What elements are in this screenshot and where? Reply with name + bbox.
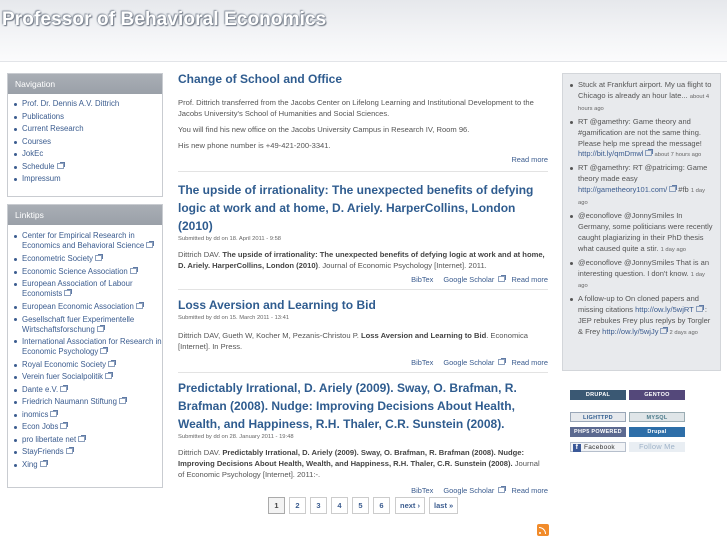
- linktip-item[interactable]: [14, 301, 162, 314]
- lighttpd-badge[interactable]: LIGHTTPD: [570, 412, 626, 422]
- nav-item-profile[interactable]: Prof. Dr. Dennis A.V. Dittrich: [14, 98, 162, 111]
- nav-item-current-research[interactable]: Current Research: [14, 123, 162, 136]
- post-links: [178, 358, 548, 367]
- post-paragraph: His new phone number is +49-421-200-3341.: [178, 141, 331, 150]
- external-link-icon: [660, 328, 667, 334]
- site-header: [0, 0, 727, 62]
- divider: [178, 289, 548, 290]
- linktip-label: Econ Jobs: [22, 422, 59, 431]
- tweet-link[interactable]: http://ow.ly/5wjRT: [635, 305, 694, 315]
- pager-last[interactable]: last »: [429, 497, 458, 514]
- linktip-label: European Association of Labour Economists: [22, 279, 133, 298]
- tweet-text: A follow-up to On cloned papers and missing citations: [578, 294, 699, 315]
- external-link-icon: [108, 361, 115, 367]
- nav-item-impressum[interactable]: Impressum: [14, 173, 162, 186]
- linktip-item[interactable]: [14, 409, 162, 422]
- linktip-label: Royal Economic Society: [22, 359, 107, 369]
- tweet-item: [569, 80, 716, 115]
- google-scholar-link[interactable]: [439, 275, 505, 284]
- tweet-item: [569, 294, 716, 339]
- linktips-heading: Linktips: [8, 205, 162, 225]
- google-scholar-label: Google Scholar: [443, 486, 495, 495]
- navigation-block: [7, 73, 163, 197]
- site-title[interactable]: Professor of Behavioral Economics: [2, 9, 327, 30]
- external-link-icon: [136, 303, 143, 309]
- post-paragraph: Prof. Dittrich transferred from the Jacobs Center on Lifelong Learning and Institutional Development to the Jacobs University's School of Humanities and Social Sciences.: [178, 98, 534, 118]
- nav-item-courses[interactable]: Courses: [14, 136, 162, 149]
- tweet-text-continued: : JEP rebukes Frey plus replys by Torgler & Frey: [578, 305, 711, 337]
- linktip-item[interactable]: [14, 446, 162, 459]
- bibtex-link[interactable]: BibTex: [411, 358, 434, 367]
- linktip-item[interactable]: [14, 315, 162, 335]
- read-more-link[interactable]: Read more: [511, 486, 548, 495]
- navigation-menu: [8, 94, 162, 189]
- linktip-item[interactable]: [14, 231, 162, 251]
- linktip-label: Econometric Society: [22, 254, 94, 263]
- linktip-label: pro libertate net: [22, 434, 77, 444]
- post-links: [178, 486, 548, 495]
- citation-source: Journal of Economic Psychology [Internet]. 2011:-.: [178, 459, 540, 479]
- linktip-item[interactable]: [14, 337, 162, 357]
- tweet-text: Stuck at Frankfurt airport. My ua flight to Chicago is already an hour late...: [578, 80, 712, 100]
- tweet-time[interactable]: about 7 hours ago: [654, 152, 702, 159]
- linktip-item[interactable]: [14, 434, 162, 447]
- drupal-powered-badge[interactable]: Drupal: [629, 427, 685, 437]
- gentoo-badge[interactable]: GENTOO: [629, 390, 685, 400]
- nav-item-label: Schedule: [22, 161, 55, 171]
- citation-authors: Dittrich DAV.: [178, 448, 223, 457]
- tweet-hashtag: #fb: [676, 185, 691, 195]
- external-link-icon: [97, 326, 104, 332]
- external-link-icon: [40, 461, 47, 467]
- read-more-link[interactable]: Read more: [511, 358, 548, 367]
- citation-title[interactable]: Loss Aversion and Learning to Bid: [361, 331, 487, 340]
- external-link-icon: [498, 276, 505, 282]
- tweet-list: [569, 80, 716, 339]
- citation-title[interactable]: The upside of irrationality: The unexpected benefits of defying logic at work and at home, D. Ariely. HarperCollins, London (2010): [178, 250, 545, 270]
- twitter-block: [562, 73, 721, 371]
- facebook-button[interactable]: [570, 442, 626, 452]
- nav-item-jokec[interactable]: JokEc: [14, 148, 162, 161]
- tweet-item: [569, 163, 716, 209]
- citation-authors: Dittrich DAV, Gueth W, Kocher M, Pezanis-Christou P.: [178, 331, 362, 340]
- tweet-time[interactable]: 1 day ago: [578, 188, 705, 207]
- pager-next[interactable]: next ›: [395, 497, 425, 514]
- post-citation: [178, 330, 548, 352]
- post-title[interactable]: Predictably Irrational, D. Ariely (2009). Sway, O. Brafman, R. Brafman (2008). Nudge: Improving Decisions About Health, Wealth, and Happiness, R.H. Thaler, C.R. Sunstein (2008).: [178, 381, 517, 431]
- google-scholar-link[interactable]: [439, 358, 505, 367]
- rss-feed-icon[interactable]: [537, 524, 549, 536]
- linktip-label: Center for Empirical Research in Economics and Behavioral Science: [22, 231, 145, 250]
- tweet-time[interactable]: 1 day ago: [660, 246, 687, 253]
- post-submitted: Submitted by dd on 18. April 2011 - 9:58: [178, 236, 282, 242]
- tweet-link[interactable]: http://bit.ly/qmDmwl: [578, 149, 644, 159]
- external-link-icon: [60, 423, 67, 429]
- post-title[interactable]: Change of School and Office: [178, 72, 343, 86]
- linktips-block: [7, 204, 163, 488]
- google-scholar-label: Google Scholar: [443, 275, 495, 284]
- read-more-link[interactable]: Read more: [511, 155, 548, 164]
- post-citation: [178, 249, 548, 271]
- facebook-icon: f: [573, 444, 581, 452]
- tweet-time[interactable]: 1 day ago: [578, 271, 705, 290]
- external-link-icon: [498, 487, 505, 493]
- divider: [178, 372, 548, 373]
- citation-source: . Journal of Economic Psychology [Internet]. 2011.: [318, 261, 487, 270]
- linktip-label: StayFriends: [22, 447, 64, 456]
- post-submitted: Submitted by dd on 28. January 2011 - 19:48: [178, 434, 294, 440]
- pager-page-link[interactable]: 2: [289, 497, 306, 514]
- post-title[interactable]: The upside of irrationality: The unexpected benefits of defying logic at work and at home, D. Ariely. HarperCollins, London (2010): [178, 183, 534, 233]
- external-link-icon: [100, 348, 107, 354]
- follow-me-button[interactable]: Follow Me: [629, 442, 685, 452]
- linktip-label: International Association for Research in Economic Psychology: [22, 336, 162, 356]
- pager-current-page: 1: [268, 497, 285, 514]
- citation-title[interactable]: Predictably Irrational, D. Ariely (2009). Sway, O. Brafman, R. Brafman (2008). Nudge: Improving Decisions About Health, Wealth, and Happiness, R.H. Thaler, C.R. Sunstein (2008).: [178, 448, 525, 468]
- external-link-icon: [146, 242, 153, 248]
- pager: [268, 497, 458, 514]
- post-citation: [178, 447, 548, 480]
- tweet-time[interactable]: about 4 hours ago: [578, 93, 710, 112]
- linktip-item[interactable]: [14, 359, 162, 372]
- tweet-text: RT @gamethry: Game theory and #gamification are not the same thing. Please help me spread the message!: [578, 116, 702, 148]
- linktips-list: [8, 225, 162, 474]
- tweet-text: @econoflove @JonnySmiles In Germany, some politicians were recently caught plagiarizing in their PhD thesis what caused quite a stir.: [578, 210, 713, 253]
- facebook-label: Facebook: [584, 444, 615, 451]
- linktip-label: Friedrich Naumann Stiftung: [22, 397, 117, 406]
- pager-page-link[interactable]: 5: [352, 497, 369, 514]
- tweet-text: @econoflove @JonnySmiles That is an interesting question. I don't know.: [578, 257, 709, 278]
- linktip-item[interactable]: [14, 279, 162, 299]
- linktip-label: Gesellschaft fuer Experimentelle Wirtschaftsforschung: [22, 314, 135, 334]
- post-paragraph: You will find his new office on the Jacobs University Campus in Research IV, Room 96.: [178, 125, 470, 134]
- main-content: [178, 70, 548, 495]
- external-link-icon: [130, 268, 137, 274]
- external-link-icon: [95, 255, 102, 261]
- post: [178, 70, 548, 164]
- nav-item-publications[interactable]: Publications: [14, 111, 162, 124]
- external-link-icon: [64, 290, 71, 296]
- external-link-icon: [78, 436, 85, 442]
- citation-source: . Economica [Internet]. In Press.: [178, 331, 528, 351]
- external-link-icon: [57, 163, 64, 169]
- nav-item-schedule[interactable]: [14, 161, 162, 174]
- external-link-icon: [119, 398, 126, 404]
- linktip-label: European Economic Association: [22, 302, 134, 311]
- linktip-item[interactable]: [14, 371, 162, 384]
- linktip-item[interactable]: [14, 253, 162, 266]
- citation-authors: Dittrich DAV.: [178, 250, 223, 259]
- post: [178, 181, 548, 284]
- linktip-label: Xing: [22, 459, 38, 469]
- mysql-badge[interactable]: MYSQL: [629, 412, 685, 422]
- linktip-item[interactable]: [14, 384, 162, 397]
- post-submitted: Submitted by dd on 15. March 2011 - 13:41: [178, 315, 290, 321]
- external-link-icon: [105, 373, 112, 379]
- post-title[interactable]: Loss Aversion and Learning to Bid: [178, 298, 376, 312]
- pager-page-link[interactable]: 6: [373, 497, 390, 514]
- bibtex-link[interactable]: BibTex: [411, 486, 434, 495]
- linktip-label: Economic Science Association: [22, 266, 128, 276]
- linktip-item[interactable]: [14, 266, 162, 279]
- tweet-link[interactable]: http://gametheory101.com/: [578, 185, 668, 195]
- external-link-icon: [669, 186, 676, 192]
- tweet-text: RT @gamethry: RT @patricimg: Game theory made easy: [578, 163, 708, 184]
- external-link-icon: [66, 448, 73, 454]
- linktip-item[interactable]: [14, 396, 162, 409]
- post: [178, 296, 548, 367]
- external-link-icon: [50, 411, 57, 417]
- drupal-badge[interactable]: DRUPAL: [570, 390, 626, 400]
- divider: [178, 171, 548, 172]
- linktip-item[interactable]: [14, 421, 162, 434]
- google-scholar-link[interactable]: [439, 486, 505, 495]
- tweet-link[interactable]: http://ow.ly/5wjJy: [602, 327, 659, 337]
- external-link-icon: [60, 386, 67, 392]
- pager-page-link[interactable]: 4: [331, 497, 348, 514]
- read-more-link[interactable]: Read more: [511, 275, 548, 284]
- linktip-label: Dante e.V.: [22, 384, 59, 394]
- external-link-icon: [696, 306, 703, 312]
- external-link-icon: [498, 359, 505, 365]
- post: [178, 379, 548, 495]
- tweet-item: [569, 258, 716, 293]
- linktip-item[interactable]: [14, 459, 162, 472]
- tweet-time[interactable]: 2 days ago: [669, 330, 698, 337]
- php-badge[interactable]: PHP5 POWERED: [570, 427, 626, 437]
- tweet-item: [569, 117, 716, 162]
- navigation-heading: Navigation: [8, 74, 162, 94]
- google-scholar-label: Google Scholar: [443, 358, 495, 367]
- bibtex-link[interactable]: BibTex: [411, 275, 434, 284]
- post-links: [178, 155, 548, 164]
- post-links: [178, 275, 548, 284]
- pager-page-link[interactable]: 3: [310, 497, 327, 514]
- external-link-icon: [645, 150, 652, 156]
- linktip-label: Verein fuer Socialpolitik: [22, 372, 104, 381]
- linktip-label: inomics: [22, 409, 49, 419]
- tweet-item: [569, 211, 716, 256]
